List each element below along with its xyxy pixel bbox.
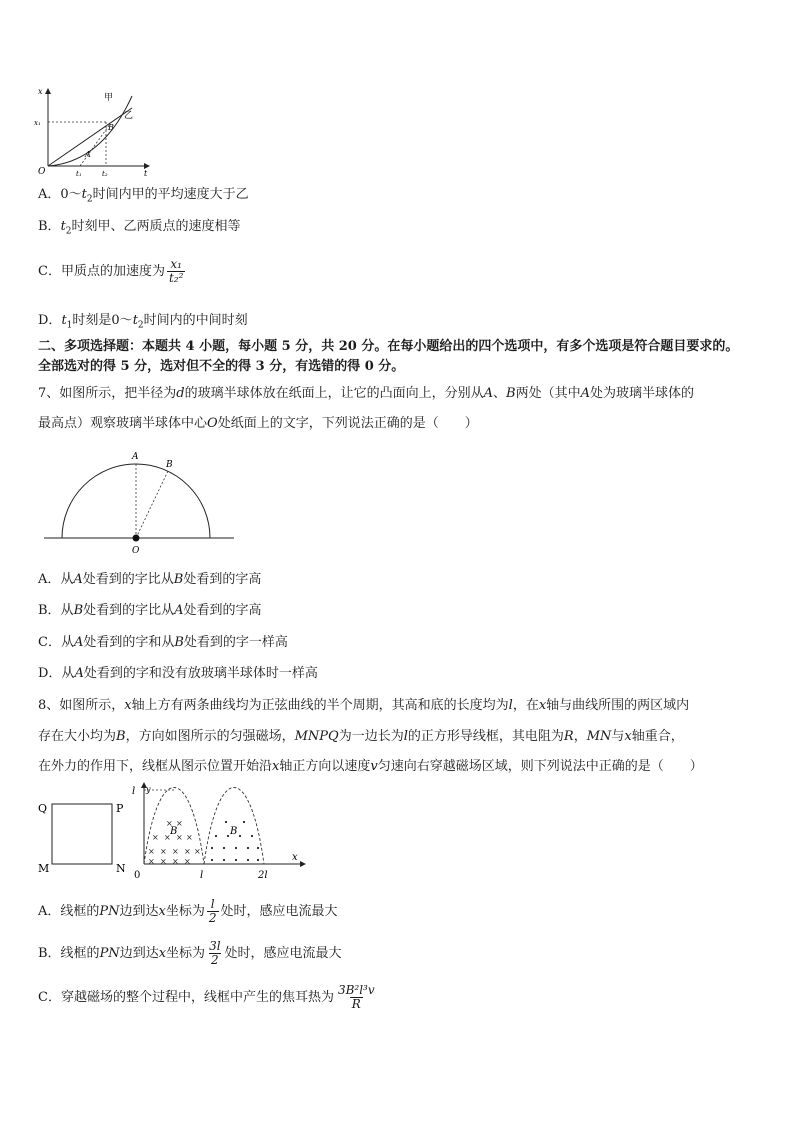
y-axis-label: y — [146, 785, 151, 794]
q8-text-6: ，方向如图所示的匀强磁场， — [125, 729, 295, 744]
x-axis-label: x — [292, 852, 298, 863]
q8-text-10: 与 — [611, 729, 625, 744]
q7-opt-b-a: B — [73, 603, 84, 618]
field-b2-label: B — [230, 826, 238, 837]
loop-label-n: N — [116, 862, 126, 875]
tick-2l-label: 2l — [258, 870, 268, 881]
q7-option-c — [38, 634, 288, 652]
q7-opt-a-a: A — [73, 572, 83, 587]
q8-opt-b-num: 3l — [209, 939, 221, 953]
q8-text-5: 存在大小均为 — [38, 729, 117, 744]
q7-stem-line2 — [38, 415, 478, 433]
q8-stem-line3 — [38, 758, 703, 776]
svg-text:×: × — [176, 833, 183, 842]
svg-text:×: × — [194, 847, 201, 856]
svg-text:×: × — [164, 833, 171, 842]
q8-opt-a-fraction — [207, 898, 219, 925]
t1-label: t₁ — [76, 170, 82, 178]
x1-label: x₁ — [34, 119, 41, 127]
q8-opt-b-pn: PN — [99, 946, 120, 961]
q6-option-a-var: t — [81, 187, 87, 202]
q8-text-2: 轴上方有两条曲线均为正弦曲线的半个周期，其高和底的长度均为 — [131, 698, 509, 713]
q8-opt-b-fraction — [207, 940, 222, 967]
q7-opt-b-p: B．从 — [38, 603, 74, 618]
q8-var-l: l — [508, 698, 513, 713]
q7-opt-a-r: 处看到的字高 — [183, 572, 262, 587]
q8-opt-a-m: 边到达 — [119, 904, 159, 919]
axis-x-label: x — [38, 87, 43, 96]
q7-opt-d-p: D．从 — [38, 666, 75, 681]
q6-option-d-var1: t — [61, 313, 67, 328]
q8-text-4: 轴与曲线所围的两区域内 — [546, 698, 690, 713]
field-b1-label: B — [170, 826, 178, 837]
fig7-label-b: B — [166, 460, 173, 470]
q7-opt-b-r: 处看到的字高 — [183, 603, 262, 618]
q6-option-b — [38, 218, 241, 241]
q7-var-b: B — [506, 386, 516, 401]
q6-option-a-prefix: A．0～ — [38, 187, 82, 202]
q6-option-d-sub2: 2 — [137, 320, 144, 331]
curve-yi-label: 乙 — [124, 111, 134, 121]
q7-option-b — [38, 602, 262, 620]
q8-stem-line1 — [38, 697, 689, 715]
svg-text:×: × — [148, 857, 155, 866]
q8-option-c — [38, 984, 379, 1011]
q7-text-1: 7、如图所示，把半径为 — [38, 386, 177, 401]
q7-opt-b-b: A — [174, 603, 184, 618]
svg-text:×: × — [160, 847, 167, 856]
curve-jia-label: 甲 — [104, 93, 114, 103]
q6-option-c-prefix: C．甲质点的加速度为 — [38, 264, 165, 279]
q8-var-mn: MN — [586, 729, 612, 744]
q6-option-a-text: 时间内甲的平均速度大于乙 — [92, 187, 249, 202]
q8-option-b — [38, 940, 342, 967]
q6-option-c-num: x₁ — [170, 257, 182, 271]
q6-option-c — [38, 258, 187, 285]
q8-opt-c-p: C．穿越磁场的整个过程中，线框中产生的焦耳热为 — [38, 990, 334, 1005]
q7-text-5: 最高点）观察玻璃半球体中心 — [38, 416, 208, 431]
q8-var-x-2: x — [538, 698, 547, 713]
loop-label-m: M — [38, 862, 50, 875]
q8-text-3: ，在 — [512, 698, 539, 713]
q7-var-a-2: A — [580, 386, 590, 401]
q7-opt-d-r: 处看到的字和没有放玻璃半球体时一样高 — [83, 666, 318, 681]
q8-var-x-3: x — [624, 729, 632, 744]
q7-opt-a-m: 处看到的字比从 — [82, 572, 174, 587]
q7-opt-c-p: C．从 — [38, 635, 74, 650]
q8-var-mnpq: MNPQ — [294, 729, 339, 744]
q7-opt-c-a: A — [73, 635, 84, 650]
q7-opt-a-b: B — [173, 572, 184, 587]
q6-option-d-text: 时间内的中间时刻 — [143, 313, 248, 328]
q8-var-v: v — [370, 759, 378, 774]
q6-option-b-var: t — [60, 219, 66, 234]
q8-opt-b-x: x — [158, 946, 167, 961]
q6-option-b-sub: 2 — [65, 226, 72, 237]
svg-text:×: × — [160, 857, 167, 866]
q7-text-4: 处为玻璃半球体的 — [590, 386, 695, 401]
q8-var-x-4: x — [272, 759, 280, 774]
magnetic-field-figure — [34, 782, 314, 886]
q8-opt-b-r: 处时，感应电流最大 — [224, 946, 342, 961]
q6-option-c-fraction — [167, 258, 185, 285]
q8-opt-a-pn: PN — [99, 904, 120, 919]
hemisphere-figure — [40, 446, 240, 558]
section2-line1: 二、多项选择题：本题共 4 小题，每小题 5 分，共 20 分。在每小题给出的四个选项中，有多个选项是符合题目要求的。 — [38, 339, 739, 354]
q6-option-a-sub: 2 — [86, 194, 93, 205]
q8-text-7: 为一边长为 — [338, 729, 404, 744]
q7-text-2: 的玻璃半球体放在纸面上，让它的凸面向上，分别从 — [184, 386, 484, 401]
q8-opt-a-r: 处时，感应电流最大 — [220, 904, 338, 919]
q7-text-6: 处纸面上的文字，下列说法正确的是（ ） — [217, 416, 478, 431]
q8-opt-b-m: 边到达 — [119, 946, 159, 961]
q8-stem-line2 — [38, 728, 684, 746]
q7-var-a: A — [483, 386, 494, 401]
q8-opt-b-m2: 坐标为 — [166, 946, 206, 961]
svg-text:×: × — [172, 857, 179, 866]
q6-option-d-mid: 时刻是0～ — [72, 313, 133, 328]
axis-t-label: t — [144, 169, 148, 178]
q8-option-a — [38, 898, 338, 925]
svg-text:×: × — [148, 847, 155, 856]
q7-opt-c-r: 处看到的字一样高 — [183, 635, 288, 650]
tick-l-label: l — [200, 870, 204, 881]
t2-label: t₂ — [102, 170, 108, 178]
q8-opt-a-m2: 坐标为 — [165, 904, 205, 919]
q8-text-14: 匀速向右穿越磁场区域，则下列说法中正确的是（ ） — [377, 759, 703, 774]
q8-opt-c-den: R — [351, 997, 361, 1011]
q6-option-d-var2: t — [132, 313, 138, 328]
q6-option-b-prefix: B． — [38, 219, 61, 234]
svg-text:×: × — [184, 847, 191, 856]
q7-option-a — [38, 571, 261, 589]
q7-option-d — [38, 665, 318, 683]
q8-var-r: R — [563, 729, 574, 744]
q8-text-8: 的正方形导线框，其电阻为 — [407, 729, 564, 744]
q8-opt-c-num: 3B²l³v — [337, 983, 375, 997]
q8-text-13: 轴正方向以速度 — [279, 759, 371, 774]
q8-var-x: x — [124, 698, 132, 713]
q8-var-l-2: l — [403, 729, 408, 744]
origin-label: O — [38, 167, 46, 177]
q6-option-d — [38, 312, 248, 335]
fig7-label-a: A — [132, 452, 139, 462]
q7-stem-line1 — [38, 385, 694, 403]
q8-text-12: 在外力的作用下，线框从图示位置开始沿 — [38, 759, 273, 774]
q6-option-c-den: t₂² — [168, 271, 184, 285]
svg-text:×: × — [176, 819, 183, 828]
q8-opt-c-fraction — [336, 984, 377, 1011]
point-a-label: A — [85, 150, 91, 159]
q7-text-3: 两处（其中 — [515, 386, 581, 401]
svg-text:×: × — [152, 833, 159, 842]
q8-opt-a-num: l — [210, 897, 215, 911]
q8-opt-a-den: 2 — [208, 911, 217, 925]
q8-opt-b-den: 2 — [210, 953, 219, 967]
fig7-label-o: O — [132, 546, 140, 556]
svg-text:×: × — [166, 819, 173, 828]
q8-var-b: B — [116, 729, 126, 744]
loop-label-q: Q — [38, 802, 48, 815]
svg-text:×: × — [186, 833, 193, 842]
height-l-label: l — [132, 786, 136, 797]
q8-text-9: ， — [573, 729, 587, 744]
q7-opt-c-b: B — [174, 635, 184, 650]
svg-text:×: × — [172, 847, 179, 856]
q7-var-d: d — [176, 386, 185, 401]
q7-opt-b-m: 处看到的字比从 — [83, 603, 175, 618]
q7-opt-c-m: 处看到的字和从 — [83, 635, 175, 650]
q8-text-1: 8、如图所示， — [38, 698, 125, 713]
q8-opt-a-x: x — [158, 904, 166, 919]
section2-line2: 全部选对的得 5 分，选对但不全的得 3 分，有选错的得 0 分。 — [38, 359, 405, 374]
q7-opt-a-p: A．从 — [38, 572, 74, 587]
q6-option-d-prefix: D． — [38, 313, 62, 328]
q8-opt-a-p: A．线框的 — [38, 904, 100, 919]
q7-var-o: O — [207, 416, 218, 431]
origin-zero-label: 0 — [134, 870, 141, 881]
q8-text-11: 轴重合， — [631, 729, 684, 744]
q6-option-d-sub1: 1 — [66, 320, 73, 331]
q8-opt-b-p: B．线框的 — [38, 946, 100, 961]
svg-text:×: × — [184, 857, 191, 866]
xt-graph — [32, 86, 152, 178]
q6-option-b-text: 时刻甲、乙两质点的速度相等 — [71, 219, 241, 234]
loop-label-p: P — [116, 802, 124, 815]
q7-opt-d-a: A — [74, 666, 84, 681]
point-b-label: B — [108, 123, 114, 132]
q6-option-a — [38, 186, 249, 209]
q7-sep: 、 — [493, 386, 507, 401]
